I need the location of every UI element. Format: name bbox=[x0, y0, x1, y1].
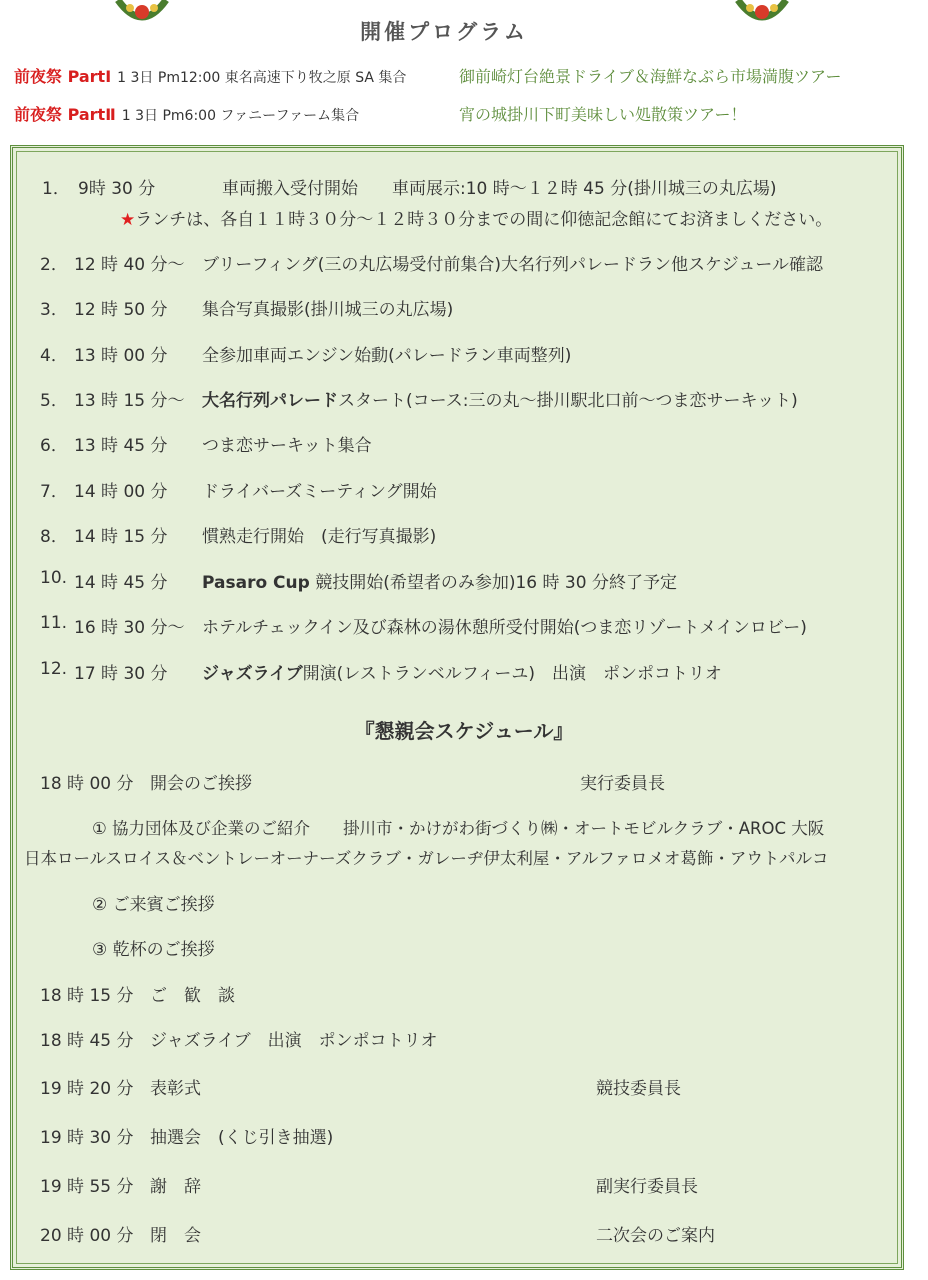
star-icon: ★ bbox=[120, 210, 136, 230]
pre-event-2 bbox=[14, 102, 359, 125]
page-title: 開催プログラム bbox=[360, 20, 528, 44]
pre-event-detail: 1 3日 Pm12:00 東名高速下り牧之原 SA 集合 bbox=[117, 70, 407, 86]
pre-event-tag: 前夜祭 PartⅡ bbox=[14, 105, 116, 124]
pre-event-desc: 宵の城掛川下町美味しい処散策ツアー！ bbox=[459, 105, 747, 124]
party-role: 実行委員長 bbox=[580, 774, 665, 794]
pre-event-desc: 御前崎灯台絶景ドライブ＆海鮮なぶら市場満腹ツアー bbox=[459, 67, 842, 86]
pre-event-1 bbox=[14, 64, 406, 87]
party-sub-item: ③ 乾杯のご挨拶 bbox=[92, 940, 215, 960]
party-sub-item-cont: 日本ロールスロイス＆ベントレーオーナーズクラブ・ガレーヂ伊太利屋・アルファロメオ葛飾・アウトパルコ bbox=[24, 849, 829, 868]
party-heading: 『懇親会スケジュール』 bbox=[354, 719, 574, 743]
party-sub-item: ① 協力団体及び企業のご紹介 掛川市・かけがわ街づくり㈱・オートモビルクラブ・AROC 大阪 bbox=[92, 819, 825, 838]
party-role: 二次会のご案内 bbox=[596, 1226, 715, 1246]
lunch-note: ★ランチは、各自１１時３０分～１２時３０分までの間に仰徳記念館にてお済ましください。 bbox=[120, 210, 833, 230]
party-role: 副実行委員長 bbox=[596, 1177, 698, 1197]
pre-event-tag: 前夜祭 PartⅠ bbox=[14, 67, 112, 86]
party-role: 競技委員長 bbox=[596, 1079, 681, 1099]
party-sub-item: ② ご来賓ご挨拶 bbox=[92, 895, 215, 915]
pre-event-detail: 1 3日 Pm6:00 ファニーファーム集合 bbox=[121, 108, 360, 124]
